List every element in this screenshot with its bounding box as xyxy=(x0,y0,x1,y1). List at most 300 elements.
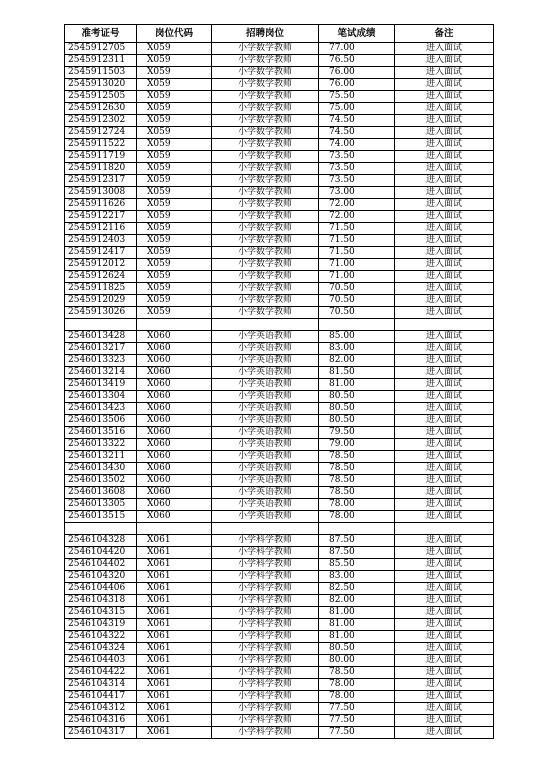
table-row xyxy=(65,691,494,703)
position-code-cell: X060 xyxy=(137,403,212,415)
remark-cell: 进入面试 xyxy=(395,475,494,487)
position-title-cell: 小学数学教师 xyxy=(212,127,319,139)
written-score-cell: 78.00 xyxy=(319,679,395,691)
table-row xyxy=(65,127,494,139)
table-row xyxy=(65,475,494,487)
remark-cell: 进入面试 xyxy=(395,355,494,367)
written-score-cell: 73.50 xyxy=(319,175,395,187)
written-score-cell: 78.50 xyxy=(319,451,395,463)
position-code-cell: X059 xyxy=(137,295,212,307)
table-row xyxy=(65,139,494,151)
position-code-cell xyxy=(137,523,212,535)
exam-id-cell: 2545912311 xyxy=(65,55,137,67)
remark-cell: 进入面试 xyxy=(395,559,494,571)
written-score-cell: 74.50 xyxy=(319,115,395,127)
position-code-cell: X059 xyxy=(137,283,212,295)
remark-cell: 进入面试 xyxy=(395,43,494,55)
exam-id-cell: 2546013430 xyxy=(65,463,137,475)
table-row xyxy=(65,283,494,295)
position-title-cell: 小学数学教师 xyxy=(212,55,319,67)
written-score-cell: 81.00 xyxy=(319,379,395,391)
exam-id-cell: 2545911626 xyxy=(65,199,137,211)
position-code-cell: X060 xyxy=(137,511,212,523)
position-title-cell: 小学科学教师 xyxy=(212,547,319,559)
exam-id-cell: 2546013211 xyxy=(65,451,137,463)
table-row xyxy=(65,331,494,343)
position-code-cell: X059 xyxy=(137,307,212,319)
position-code-cell: X059 xyxy=(137,127,212,139)
position-title-cell: 小学数学教师 xyxy=(212,199,319,211)
written-score-cell: 76.50 xyxy=(319,55,395,67)
position-code-cell: X060 xyxy=(137,451,212,463)
position-code-cell: X061 xyxy=(137,691,212,703)
exam-id-cell: 2545912403 xyxy=(65,235,137,247)
written-score-cell xyxy=(319,319,395,331)
exam-id-cell xyxy=(65,523,137,535)
position-code-cell: X059 xyxy=(137,259,212,271)
table-row xyxy=(65,487,494,499)
remark-cell: 进入面试 xyxy=(395,235,494,247)
position-title-cell: 小学数学教师 xyxy=(212,175,319,187)
table-row xyxy=(65,67,494,79)
position-title-cell: 小学英语教师 xyxy=(212,427,319,439)
position-code-cell: X061 xyxy=(137,655,212,667)
position-title-cell: 小学数学教师 xyxy=(212,67,319,79)
exam-id-cell: 2545912116 xyxy=(65,223,137,235)
table-row xyxy=(65,43,494,55)
remark-cell: 进入面试 xyxy=(395,583,494,595)
written-score-cell: 79.50 xyxy=(319,427,395,439)
remark-cell: 进入面试 xyxy=(395,67,494,79)
table-row xyxy=(65,655,494,667)
position-code-cell: X060 xyxy=(137,427,212,439)
written-score-cell: 78.00 xyxy=(319,691,395,703)
exam-id-cell: 2545911820 xyxy=(65,163,137,175)
table-row xyxy=(65,367,494,379)
position-code-cell: X061 xyxy=(137,583,212,595)
position-code-cell: X060 xyxy=(137,475,212,487)
position-title-cell: 小学科学教师 xyxy=(212,655,319,667)
position-code-cell: X060 xyxy=(137,343,212,355)
position-title-cell: 小学数学教师 xyxy=(212,295,319,307)
remark-cell: 进入面试 xyxy=(395,415,494,427)
remark-cell: 进入面试 xyxy=(395,463,494,475)
table-row xyxy=(65,391,494,403)
remark-cell: 进入面试 xyxy=(395,283,494,295)
table-row xyxy=(65,571,494,583)
exam-id-cell: 2545912705 xyxy=(65,43,137,55)
written-score-cell: 71.00 xyxy=(319,259,395,271)
exam-id-cell: 2546104417 xyxy=(65,691,137,703)
position-title-cell xyxy=(212,319,319,331)
position-title-cell: 小学英语教师 xyxy=(212,451,319,463)
position-title-cell: 小学科学教师 xyxy=(212,583,319,595)
position-title-cell: 小学数学教师 xyxy=(212,271,319,283)
position-title-cell: 小学数学教师 xyxy=(212,115,319,127)
exam-id-cell: 2545911503 xyxy=(65,67,137,79)
remark-cell: 进入面试 xyxy=(395,391,494,403)
table-row xyxy=(65,535,494,547)
table-row xyxy=(65,343,494,355)
written-score-cell: 78.00 xyxy=(319,511,395,523)
written-score-cell: 72.00 xyxy=(319,199,395,211)
position-code-cell: X059 xyxy=(137,235,212,247)
table-row xyxy=(65,403,494,415)
position-code-cell: X059 xyxy=(137,247,212,259)
remark-cell: 进入面试 xyxy=(395,727,494,739)
table-row xyxy=(65,355,494,367)
remark-cell: 进入面试 xyxy=(395,103,494,115)
written-score-cell: 81.50 xyxy=(319,367,395,379)
exam-id-cell xyxy=(65,319,137,331)
written-score-cell: 78.50 xyxy=(319,475,395,487)
position-code-cell: X059 xyxy=(137,67,212,79)
position-title-cell: 小学英语教师 xyxy=(212,475,319,487)
remark-cell: 进入面试 xyxy=(395,535,494,547)
written-score-cell: 74.00 xyxy=(319,139,395,151)
position-code-cell: X059 xyxy=(137,103,212,115)
exam-id-cell: 2546104403 xyxy=(65,655,137,667)
position-title-cell: 小学数学教师 xyxy=(212,235,319,247)
exam-id-cell: 2545912630 xyxy=(65,103,137,115)
header-position-title: 招聘岗位 xyxy=(212,25,319,43)
written-score-cell: 78.00 xyxy=(319,499,395,511)
position-code-cell: X061 xyxy=(137,547,212,559)
table-row xyxy=(65,235,494,247)
written-score-cell: 70.50 xyxy=(319,307,395,319)
remark-cell: 进入面试 xyxy=(395,271,494,283)
written-score-cell: 81.00 xyxy=(319,631,395,643)
position-title-cell: 小学英语教师 xyxy=(212,499,319,511)
position-code-cell: X059 xyxy=(137,79,212,91)
written-score-cell: 70.50 xyxy=(319,295,395,307)
written-score-cell: 76.00 xyxy=(319,79,395,91)
exam-id-cell: 2545912724 xyxy=(65,127,137,139)
table-row xyxy=(65,79,494,91)
exam-id-cell: 2545912417 xyxy=(65,247,137,259)
position-code-cell: X060 xyxy=(137,463,212,475)
exam-id-cell: 2546104322 xyxy=(65,631,137,643)
position-code-cell: X059 xyxy=(137,139,212,151)
table-row xyxy=(65,103,494,115)
remark-cell: 进入面试 xyxy=(395,367,494,379)
position-code-cell: X060 xyxy=(137,499,212,511)
remark-cell: 进入面试 xyxy=(395,487,494,499)
position-code-cell: X061 xyxy=(137,559,212,571)
exam-id-cell: 2546013214 xyxy=(65,367,137,379)
table-row xyxy=(65,703,494,715)
written-score-cell: 77.50 xyxy=(319,715,395,727)
position-code-cell: X061 xyxy=(137,715,212,727)
exam-id-cell: 2546013322 xyxy=(65,439,137,451)
position-code-cell: X061 xyxy=(137,535,212,547)
position-title-cell: 小学科学教师 xyxy=(212,571,319,583)
table-spacer-row xyxy=(65,523,494,535)
table-row xyxy=(65,211,494,223)
remark-cell: 进入面试 xyxy=(395,247,494,259)
exam-id-cell: 2545912217 xyxy=(65,211,137,223)
position-code-cell: X059 xyxy=(137,211,212,223)
position-code-cell: X060 xyxy=(137,415,212,427)
written-score-cell: 78.50 xyxy=(319,463,395,475)
exam-id-cell: 2546104406 xyxy=(65,583,137,595)
remark-cell: 进入面试 xyxy=(395,211,494,223)
position-title-cell: 小学科学教师 xyxy=(212,643,319,655)
exam-id-cell: 2545912624 xyxy=(65,271,137,283)
remark-cell: 进入面试 xyxy=(395,715,494,727)
position-code-cell: X061 xyxy=(137,703,212,715)
written-score-cell: 73.50 xyxy=(319,151,395,163)
remark-cell xyxy=(395,523,494,535)
written-score-cell: 82.50 xyxy=(319,583,395,595)
remark-cell: 进入面试 xyxy=(395,631,494,643)
written-score-cell: 73.00 xyxy=(319,187,395,199)
position-title-cell: 小学科学教师 xyxy=(212,703,319,715)
position-title-cell: 小学科学教师 xyxy=(212,595,319,607)
position-title-cell: 小学数学教师 xyxy=(212,223,319,235)
remark-cell: 进入面试 xyxy=(395,115,494,127)
table-row xyxy=(65,619,494,631)
remark-cell: 进入面试 xyxy=(395,295,494,307)
position-code-cell: X059 xyxy=(137,199,212,211)
score-table xyxy=(64,24,494,739)
position-title-cell xyxy=(212,523,319,535)
exam-id-cell: 2545913020 xyxy=(65,79,137,91)
position-title-cell: 小学英语教师 xyxy=(212,487,319,499)
table-row xyxy=(65,643,494,655)
position-title-cell: 小学科学教师 xyxy=(212,667,319,679)
remark-cell: 进入面试 xyxy=(395,139,494,151)
position-title-cell: 小学数学教师 xyxy=(212,211,319,223)
written-score-cell: 83.00 xyxy=(319,571,395,583)
position-code-cell: X059 xyxy=(137,187,212,199)
exam-id-cell: 2545911719 xyxy=(65,151,137,163)
remark-cell: 进入面试 xyxy=(395,403,494,415)
remark-cell: 进入面试 xyxy=(395,511,494,523)
exam-id-cell: 2546104312 xyxy=(65,703,137,715)
position-title-cell: 小学数学教师 xyxy=(212,259,319,271)
written-score-cell xyxy=(319,523,395,535)
remark-cell: 进入面试 xyxy=(395,187,494,199)
position-title-cell: 小学数学教师 xyxy=(212,307,319,319)
remark-cell: 进入面试 xyxy=(395,79,494,91)
remark-cell: 进入面试 xyxy=(395,343,494,355)
position-title-cell: 小学科学教师 xyxy=(212,619,319,631)
exam-id-cell: 2545911825 xyxy=(65,283,137,295)
written-score-cell: 71.00 xyxy=(319,271,395,283)
exam-id-cell: 2546013516 xyxy=(65,427,137,439)
position-code-cell: X061 xyxy=(137,667,212,679)
position-title-cell: 小学英语教师 xyxy=(212,463,319,475)
table-row xyxy=(65,727,494,739)
written-score-cell: 70.50 xyxy=(319,283,395,295)
exam-id-cell: 2546104316 xyxy=(65,715,137,727)
table-row xyxy=(65,379,494,391)
table-row xyxy=(65,451,494,463)
exam-id-cell: 2546104402 xyxy=(65,559,137,571)
table-row xyxy=(65,547,494,559)
position-code-cell: X061 xyxy=(137,619,212,631)
table-row xyxy=(65,559,494,571)
written-score-cell: 72.00 xyxy=(319,211,395,223)
exam-id-cell: 2546104328 xyxy=(65,535,137,547)
exam-id-cell: 2545912012 xyxy=(65,259,137,271)
table-row xyxy=(65,163,494,175)
written-score-cell: 75.50 xyxy=(319,91,395,103)
remark-cell: 进入面试 xyxy=(395,259,494,271)
position-code-cell: X061 xyxy=(137,631,212,643)
table-row xyxy=(65,679,494,691)
table-row xyxy=(65,55,494,67)
header-row xyxy=(65,25,494,43)
written-score-cell: 78.50 xyxy=(319,487,395,499)
position-code-cell: X059 xyxy=(137,175,212,187)
written-score-cell: 81.00 xyxy=(319,619,395,631)
written-score-cell: 71.50 xyxy=(319,235,395,247)
position-code-cell: X059 xyxy=(137,55,212,67)
header-exam-id: 准考证号 xyxy=(65,25,137,43)
table-row xyxy=(65,511,494,523)
exam-id-cell: 2546013304 xyxy=(65,391,137,403)
position-title-cell: 小学英语教师 xyxy=(212,511,319,523)
exam-id-cell: 2546013323 xyxy=(65,355,137,367)
position-title-cell: 小学数学教师 xyxy=(212,151,319,163)
written-score-cell: 73.50 xyxy=(319,163,395,175)
exam-id-cell: 2546013515 xyxy=(65,511,137,523)
exam-id-cell: 2546013305 xyxy=(65,499,137,511)
remark-cell: 进入面试 xyxy=(395,175,494,187)
exam-id-cell: 2546104324 xyxy=(65,643,137,655)
remark-cell: 进入面试 xyxy=(395,571,494,583)
table-row xyxy=(65,463,494,475)
table-row xyxy=(65,247,494,259)
remark-cell: 进入面试 xyxy=(395,199,494,211)
position-title-cell: 小学英语教师 xyxy=(212,367,319,379)
table-row xyxy=(65,631,494,643)
written-score-cell: 80.50 xyxy=(319,403,395,415)
position-title-cell: 小学数学教师 xyxy=(212,79,319,91)
position-title-cell: 小学数学教师 xyxy=(212,163,319,175)
table-row xyxy=(65,499,494,511)
position-title-cell: 小学英语教师 xyxy=(212,379,319,391)
header-remark: 备注 xyxy=(395,25,494,43)
position-title-cell: 小学科学教师 xyxy=(212,679,319,691)
written-score-cell: 87.50 xyxy=(319,535,395,547)
position-title-cell: 小学英语教师 xyxy=(212,355,319,367)
exam-id-cell: 2546013428 xyxy=(65,331,137,343)
remark-cell xyxy=(395,319,494,331)
written-score-cell: 85.00 xyxy=(319,331,395,343)
written-score-cell: 85.50 xyxy=(319,559,395,571)
table-row xyxy=(65,151,494,163)
remark-cell: 进入面试 xyxy=(395,703,494,715)
table-row xyxy=(65,439,494,451)
exam-id-cell: 2545912302 xyxy=(65,115,137,127)
table-header xyxy=(65,25,494,43)
written-score-cell: 80.50 xyxy=(319,391,395,403)
position-title-cell: 小学英语教师 xyxy=(212,403,319,415)
table-row xyxy=(65,199,494,211)
written-score-cell: 77.50 xyxy=(319,727,395,739)
table-row xyxy=(65,595,494,607)
position-code-cell: X061 xyxy=(137,643,212,655)
written-score-cell: 75.00 xyxy=(319,103,395,115)
position-title-cell: 小学科学教师 xyxy=(212,727,319,739)
table-row xyxy=(65,271,494,283)
position-title-cell: 小学数学教师 xyxy=(212,247,319,259)
remark-cell: 进入面试 xyxy=(395,607,494,619)
header-written-score: 笔试成绩 xyxy=(319,25,395,43)
position-title-cell: 小学科学教师 xyxy=(212,559,319,571)
position-title-cell: 小学科学教师 xyxy=(212,715,319,727)
exam-id-cell: 2546104318 xyxy=(65,595,137,607)
position-title-cell: 小学科学教师 xyxy=(212,691,319,703)
position-title-cell: 小学数学教师 xyxy=(212,91,319,103)
table-row xyxy=(65,91,494,103)
table-row xyxy=(65,715,494,727)
position-code-cell: X059 xyxy=(137,151,212,163)
exam-id-cell: 2545913026 xyxy=(65,307,137,319)
position-code-cell: X059 xyxy=(137,43,212,55)
remark-cell: 进入面试 xyxy=(395,619,494,631)
exam-id-cell: 2546013502 xyxy=(65,475,137,487)
remark-cell: 进入面试 xyxy=(395,451,494,463)
table-row xyxy=(65,307,494,319)
exam-id-cell: 2545911522 xyxy=(65,139,137,151)
position-code-cell: X059 xyxy=(137,163,212,175)
remark-cell: 进入面试 xyxy=(395,655,494,667)
remark-cell: 进入面试 xyxy=(395,223,494,235)
table-row xyxy=(65,115,494,127)
table-row xyxy=(65,583,494,595)
exam-id-cell: 2546104320 xyxy=(65,571,137,583)
exam-id-cell: 2546104317 xyxy=(65,727,137,739)
exam-id-cell: 2546104420 xyxy=(65,547,137,559)
table-row xyxy=(65,295,494,307)
written-score-cell: 71.50 xyxy=(319,223,395,235)
position-title-cell: 小学英语教师 xyxy=(212,415,319,427)
remark-cell: 进入面试 xyxy=(395,379,494,391)
table-row xyxy=(65,175,494,187)
position-code-cell: X061 xyxy=(137,607,212,619)
position-title-cell: 小学数学教师 xyxy=(212,283,319,295)
position-code-cell: X061 xyxy=(137,595,212,607)
remark-cell: 进入面试 xyxy=(395,679,494,691)
position-code-cell xyxy=(137,319,212,331)
remark-cell: 进入面试 xyxy=(395,91,494,103)
written-score-cell: 78.50 xyxy=(319,667,395,679)
position-code-cell: X059 xyxy=(137,91,212,103)
position-title-cell: 小学数学教师 xyxy=(212,187,319,199)
position-code-cell: X060 xyxy=(137,439,212,451)
exam-id-cell: 2545912505 xyxy=(65,91,137,103)
exam-id-cell: 2546104422 xyxy=(65,667,137,679)
remark-cell: 进入面试 xyxy=(395,307,494,319)
written-score-cell: 81.00 xyxy=(319,607,395,619)
table-row xyxy=(65,223,494,235)
exam-id-cell: 2545912029 xyxy=(65,295,137,307)
table-body xyxy=(65,43,494,739)
exam-id-cell: 2546013217 xyxy=(65,343,137,355)
position-title-cell: 小学英语教师 xyxy=(212,439,319,451)
written-score-cell: 82.00 xyxy=(319,355,395,367)
table-row xyxy=(65,427,494,439)
position-title-cell: 小学英语教师 xyxy=(212,391,319,403)
remark-cell: 进入面试 xyxy=(395,667,494,679)
table-row xyxy=(65,187,494,199)
position-title-cell: 小学数学教师 xyxy=(212,103,319,115)
remark-cell: 进入面试 xyxy=(395,547,494,559)
